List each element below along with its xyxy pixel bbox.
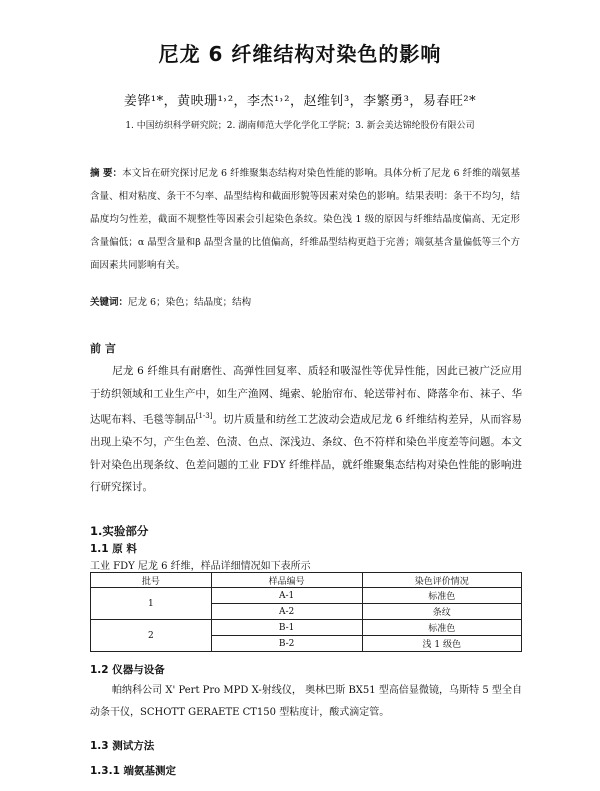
sample-id-cell: A-2 xyxy=(211,604,362,620)
preface-heading: 前 言 xyxy=(90,342,116,355)
col-header-evaluation: 染色评价情况 xyxy=(362,573,521,588)
affiliations: 1. 中国纺织科学研究院；2. 湖南师范大学化学化工学院；3. 新会美达锦纶股份有限公司 xyxy=(125,121,475,131)
section-experimental-heading: 1.实验部分 xyxy=(90,524,149,538)
abstract-label: 摘 要： xyxy=(90,168,123,179)
equipment-heading: 1.2 仪器与设备 xyxy=(90,664,165,676)
evaluation-cell: 标准色 xyxy=(362,588,521,604)
sample-table xyxy=(90,572,522,652)
preface-text-2: 。切片质量和纺丝工艺波动会造成尼龙 6 纤维结构差异，从而容易出现上染不匀，产生色差、色渍、色点、深浅边、条纹、色不符样和染色半度差等问题。本文针对染色出现条纹、色差问题的工业 FDY 纤维样品，就纤维聚集态结构对染色性能的影响进行研究探讨。 xyxy=(90,413,523,494)
table-header-row xyxy=(91,573,522,588)
batch-cell: 1 xyxy=(91,588,212,620)
abstract xyxy=(90,162,520,277)
preface-text-1: 尼龙 6 纤维具有耐磨性、高弹性回复率、质轻和吸湿性等优异性能，因此已被广泛应用于纺织领域和工业生产中，如生产渔网、绳索、轮胎帘布、轮送带衬布、降落伞布、袜子、华达呢布料、毛毯等制品 xyxy=(90,365,522,426)
evaluation-cell: 条纹 xyxy=(362,604,521,620)
keywords xyxy=(90,294,520,308)
citation-ref: [1-3] xyxy=(195,412,213,421)
equipment-text: 帕纳科公司 X' Pert Pro MPD X-射线仪， 奥林巴斯 BX51 型高倍显微镜，乌斯特 5 型全自动条干仪，SCHOTT GERAETE CT150 型粘度计，酸式滴定管。 xyxy=(90,685,522,718)
paper-title: 尼龙 6 纤维结构对染色的影响 xyxy=(158,42,442,66)
col-header-batch: 批号 xyxy=(91,573,212,588)
sample-id-cell: B-2 xyxy=(211,636,362,652)
materials-description: 工业 FDY 尼龙 6 纤维，样品详细情况如下表所示 xyxy=(90,561,311,572)
col-header-sample: 样品编号 xyxy=(211,573,362,588)
abstract-text: 本文旨在研究探讨尼龙 6 纤维聚集态结构对染色性能的影响。具体分析了尼龙 6 纤维的端氨基含量、相对粘度、条干不匀率、晶型结构和截面形貌等因素对染色的影响。结果表明：条干不均匀，结晶度均匀性差，截面不规整性等因素会引起染色条纹。染色浅 1 级的原因与纤维结晶度偏高、无定形含量偏低；α 晶型含量和β 晶型含量的比值偏高，纤维晶型结构更趋于完善；端氨基含量偏低等三个方面因素共同影响有关。 xyxy=(90,168,521,271)
keywords-text: 尼龙 6；染色；结晶度；结构 xyxy=(128,297,252,308)
methods-heading: 1.3 测试方法 xyxy=(90,740,155,752)
sample-id-cell: B-1 xyxy=(211,620,362,636)
keywords-label: 关键词： xyxy=(90,297,129,308)
evaluation-cell: 浅 1 级色 xyxy=(362,636,521,652)
table-row xyxy=(91,620,522,636)
sample-id-cell: A-1 xyxy=(211,588,362,604)
preface-body xyxy=(90,360,522,499)
materials-heading: 1.1 原 料 xyxy=(90,543,137,555)
author-list: 姜铧¹*，黄映珊¹˒²，李杰¹˒²，赵维钊³，李繁勇³，易春旺²* xyxy=(123,94,477,109)
batch-cell: 2 xyxy=(91,620,212,652)
table-row xyxy=(91,588,522,604)
amino-method-heading: 1.3.1 端氨基测定 xyxy=(90,765,177,777)
evaluation-cell: 标准色 xyxy=(362,620,521,636)
equipment-text-block xyxy=(90,680,522,724)
